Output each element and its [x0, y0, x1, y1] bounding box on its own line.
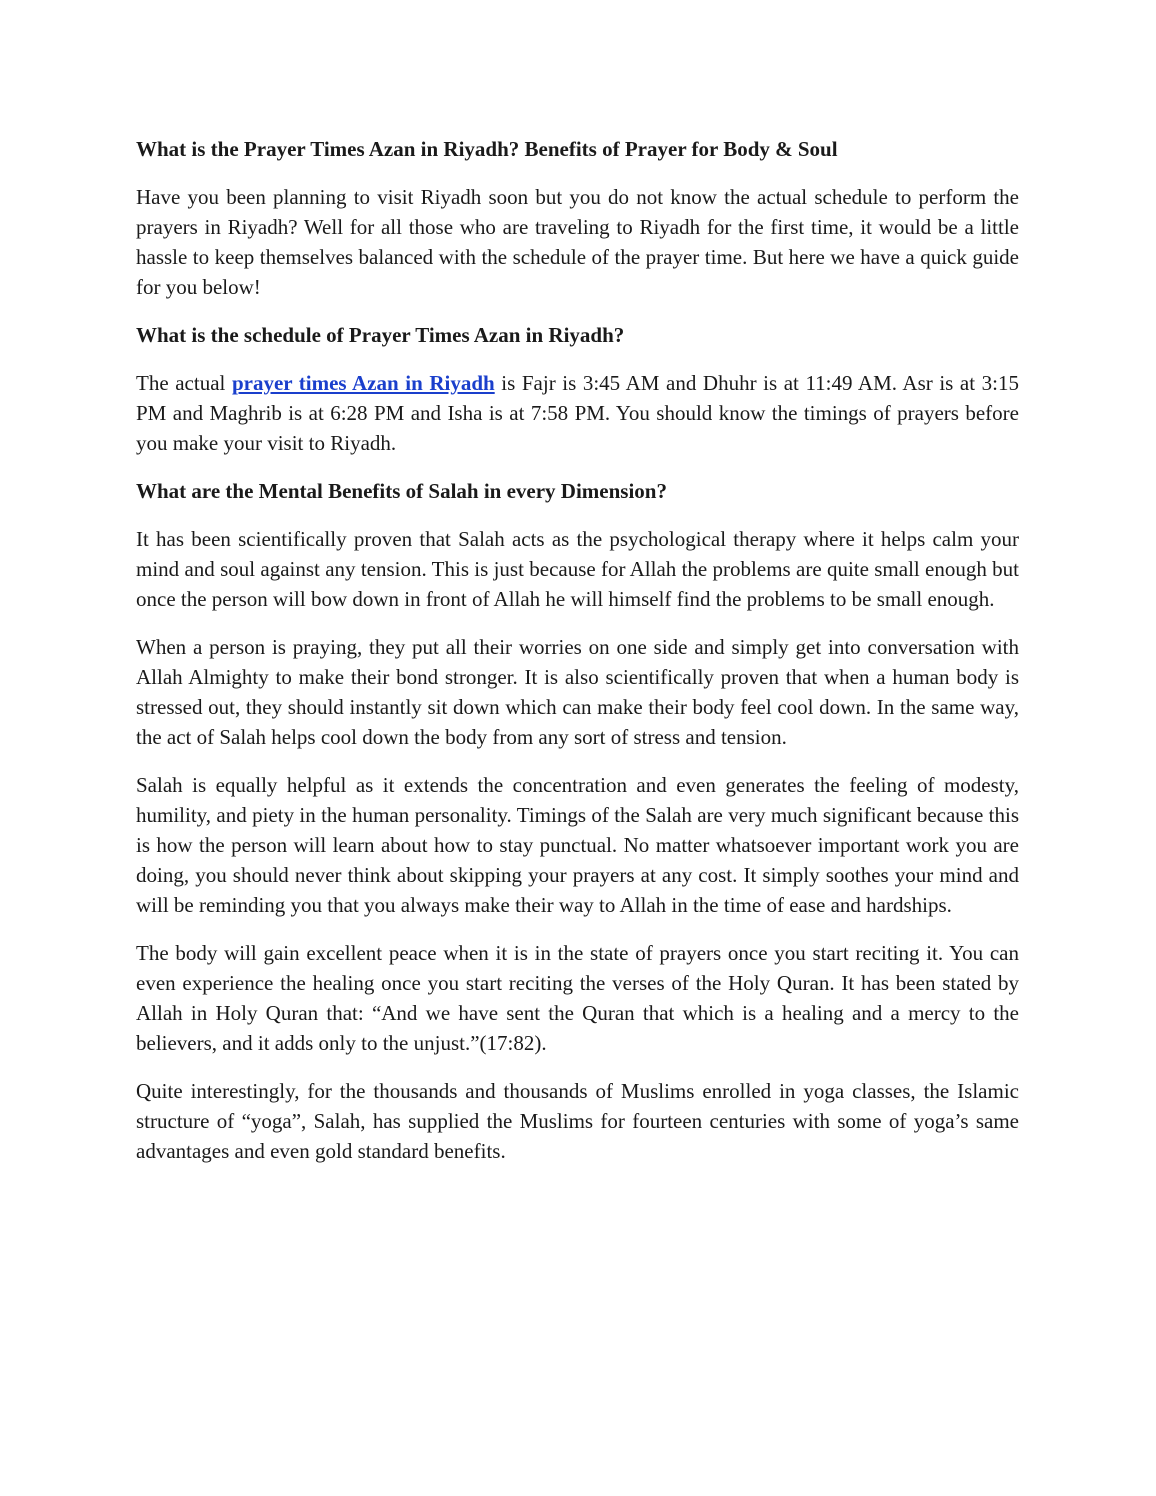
- schedule-heading: What is the schedule of Prayer Times Azan in Riyadh?: [136, 323, 625, 347]
- article-title: What is the Prayer Times Azan in Riyadh? Benefits of Prayer for Body & Soul: [136, 137, 838, 161]
- benefits-paragraph-5: Quite interestingly, for the thousands and thousands of Muslims enrolled in yoga classes, the Islamic structure of “yoga”, Salah, has supplied the Muslims for fourteen centuries with some of yoga’s same advantages and even gold standard benefits.: [136, 1079, 1019, 1163]
- benefits-paragraph-2: When a person is praying, they put all their worries on one side and simply get into conversation with Allah Almighty to make their bond stronger. It is also scientifically proven that when a human body is stressed out, they should instantly sit down which can make their body feel cool down. In the same way, the act of Salah helps cool down the body from any sort of stress and tension.: [136, 635, 1019, 749]
- schedule-text-after: is Fajr is 3:45 AM and Dhuhr is at 11:49 AM. Asr is at 3:15 PM and Maghrib is at 6:28 PM and Isha is at 7:58 PM. You should know the timings of prayers before you make your visit to Riyadh.: [136, 371, 1019, 455]
- benefits-paragraph-1: It has been scientifically proven that Salah acts as the psychological therapy where it helps calm your mind and soul against any tension. This is just because for Allah the problems are quite small enough but once the person will bow down in front of Allah he will himself find the problems to be small enough.: [136, 527, 1019, 611]
- schedule-text-before: The actual: [136, 371, 232, 395]
- benefits-heading: What are the Mental Benefits of Salah in every Dimension?: [136, 479, 667, 503]
- benefits-paragraph-4: The body will gain excellent peace when it is in the state of prayers once you start reciting it. You can even experience the healing once you start reciting the verses of the Holy Quran. It has been stated by Allah in Holy Quran that: “And we have sent the Quran that which is a healing and a mercy to the believers, and it adds only to the unjust.”(17:82).: [136, 941, 1019, 1055]
- document-page: [136, 134, 1019, 1184]
- prayer-times-link[interactable]: prayer times Azan in Riyadh: [231, 371, 495, 395]
- intro-paragraph: Have you been planning to visit Riyadh soon but you do not know the actual schedule to perform the prayers in Riyadh? Well for all those who are traveling to Riyadh for the first time, it would be a little hassle to keep themselves balanced with the schedule of the prayer time. But here we have a quick guide for you below!: [136, 185, 1019, 299]
- benefits-paragraph-3: Salah is equally helpful as it extends the concentration and even generates the feeling of modesty, humility, and piety in the human personality. Timings of the Salah are very much significant because this is how the person will learn about how to stay punctual. No matter whatsoever important work you are doing, you should never think about skipping your prayers at any cost. It simply soothes your mind and will be reminding you that you always make their way to Allah in the time of ease and hardships.: [136, 773, 1019, 917]
- schedule-paragraph: [136, 368, 1019, 458]
